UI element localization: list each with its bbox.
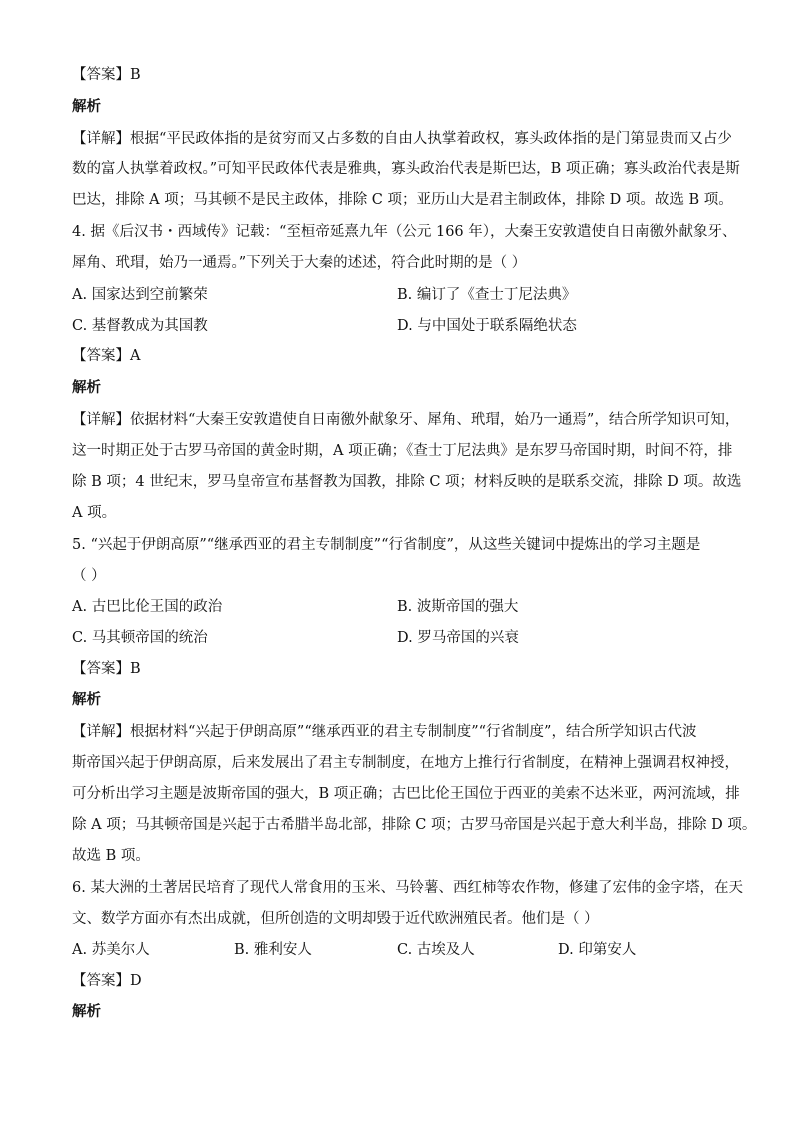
- q4-stem-line: 犀角、玳瑁，始乃一通焉。”下列关于大秦的述述，符合此时期的是（ ）: [72, 255, 527, 271]
- q5-option-d: D. 罗马帝国的兴衰: [397, 630, 519, 646]
- q6-stem-line: 文、数学方面亦有杰出成就，但所创造的文明却毁于近代欧洲殖民者。他们是（ ）: [72, 911, 599, 927]
- q4-detail-line: 除 B 项；4 世纪末，罗马皇帝宣布基督教为国教，排除 C 项；材料反映的是联系交流，排除 D 项。故选: [72, 474, 742, 490]
- q3-detail-line: 【详解】根据“平民政体指的是贫穷而又占多数的自由人执掌着政权，寡头政体指的是门第显贵而又占少: [72, 131, 732, 147]
- q3-detail-line: 巴达，排除 A 项；马其顿不是民主政体，排除 C 项；亚历山大是君主制政体，排除 D 项。故选 B 项。: [72, 192, 733, 208]
- q5-detail-line: 故选 B 项。: [72, 848, 150, 864]
- q4-detail-line: 【详解】依据材料“大秦王安敦遣使自日南徼外献象牙、犀角、玳瑁，始乃一通焉”，结合所学知识可知，: [72, 412, 740, 428]
- q5-stem-line: 5. “兴起于伊朗高原”“继承西亚的君主专制制度”“行省制度”，从这些关键词中提炼出的学习主题是: [72, 537, 701, 553]
- q5-answer: 【答案】B: [72, 661, 141, 677]
- q5-analysis-heading: 解析: [72, 691, 101, 708]
- q6-stem-line: 6. 某大洲的土著居民培育了现代人常食用的玉米、马铃薯、西红柿等农作物，修建了宏伟的金字塔，在天: [72, 880, 743, 896]
- q6-answer: 【答案】D: [72, 973, 142, 989]
- q4-option-d: D. 与中国处于联系隔绝状态: [397, 318, 577, 334]
- q6-option-b: B. 雅利安人: [234, 942, 312, 958]
- q6-option-d: D. 印第安人: [558, 942, 637, 958]
- q4-option-c: C. 基督教成为其国教: [72, 318, 208, 334]
- q5-stem-line: （ ）: [72, 568, 106, 584]
- q5-option-a: A. 古巴比伦王国的政治: [72, 599, 223, 615]
- q4-option-b: B. 编订了《查士丁尼法典》: [397, 287, 577, 303]
- q4-option-a: A. 国家达到空前繁荣: [72, 287, 208, 303]
- q4-analysis-heading: 解析: [72, 379, 101, 396]
- q3-detail-line: 数的富人执掌着政权。”可知平民政体代表是雅典，寡头政治代表是斯巴达，B 项正确；寡头政治代表是斯: [72, 161, 740, 177]
- q5-option-c: C. 马其顿帝国的统治: [72, 630, 208, 646]
- q5-option-b: B. 波斯帝国的强大: [397, 599, 519, 615]
- q4-answer: 【答案】A: [72, 348, 141, 364]
- q4-detail-line: 这一时期正处于古罗马帝国的黄金时期，A 项正确；《查士丁尼法典》是东罗马帝国时期，时间不符，排: [72, 443, 733, 459]
- q6-option-c: C. 古埃及人: [397, 942, 475, 958]
- q5-detail-line: 【详解】根据材料“兴起于伊朗高原”“继承西亚的君主专制制度”“行省制度”，结合所学知识古代波: [72, 724, 697, 740]
- q3-analysis-heading: 解析: [72, 98, 101, 115]
- q4-detail-line: A 项。: [72, 505, 117, 521]
- q5-detail-line: 除 A 项；马其顿帝国是兴起于古希腊半岛北部，排除 C 项；古罗马帝国是兴起于意大利半岛，排除 D 项。: [72, 817, 757, 833]
- q5-detail-line: 斯帝国兴起于伊朗高原，后来发展出了君主专制制度，在地方上推行行省制度，在精神上强调君权神授，: [72, 755, 739, 771]
- q5-detail-line: 可分析出学习主题是波斯帝国的强大，B 项正确；古巴比伦王国位于西亚的美索不达米亚，两河流域，排: [72, 786, 740, 802]
- q4-stem-line: 4. 据《后汉书・西域传》记载：“至桓帝延熹九年（公元 166 年），大秦王安敦遣使自日南徼外献象牙、: [72, 224, 737, 240]
- q6-option-a: A. 苏美尔人: [72, 942, 150, 958]
- q6-analysis-heading: 解析: [72, 1003, 101, 1020]
- q3-answer: 【答案】B: [72, 67, 141, 83]
